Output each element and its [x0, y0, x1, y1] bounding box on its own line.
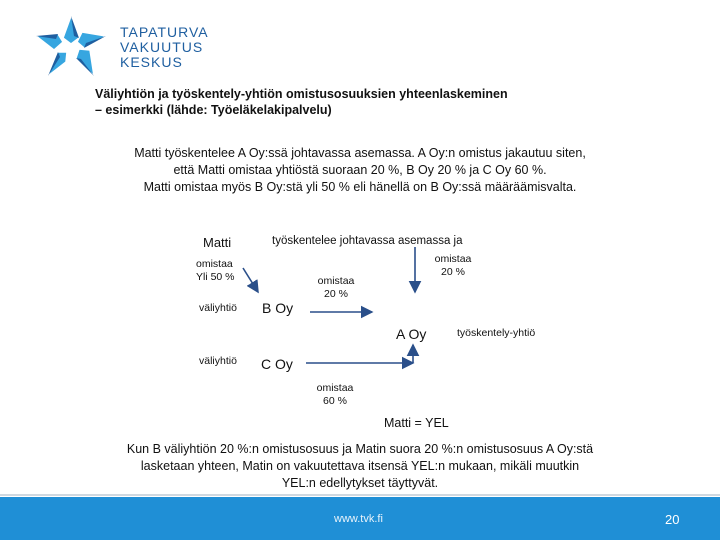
matti-label: Matti: [203, 235, 232, 250]
logo-line-3: KESKUS: [120, 54, 183, 70]
b-ownership-line-1: omistaa: [317, 275, 355, 287]
conclusion-line-2: lasketaan yhteen, Matin on vakuutettava itsensä YEL:n mukaan, mikäli muutkin: [140, 459, 580, 473]
omistaa-yli-label: [196, 258, 235, 284]
a-oy-role-label: työskentely-yhtiö: [457, 327, 536, 339]
b-ownership-line-2: 20 %: [324, 288, 348, 300]
footer-divider: [0, 494, 720, 496]
direct-ownership-line-1: omistaa: [434, 253, 472, 265]
direct-ownership-label: [425, 253, 481, 279]
intro-line-3: Matti omistaa myös B Oy:stä yli 50 % eli hänellä on B Oy:ssä määräämisvalta.: [143, 180, 577, 194]
title-line-2: – esimerkki (lähde: Työeläkelakipalvelu): [95, 103, 332, 117]
conclusion-line-1: Kun B väliyhtiön 20 %:n omistusosuus ja Matin suora 20 %:n omistusosuus A Oy:stä: [126, 442, 594, 456]
conclusion-line-3: YEL:n edellytykset täyttyvät.: [281, 476, 439, 490]
conclusion-paragraph: [0, 441, 720, 492]
c-ownership-label: [310, 382, 360, 408]
c-oy-label: C Oy: [261, 356, 293, 372]
logo-line-2: VAKUUTUS: [120, 39, 204, 55]
result-label: Matti = YEL: [384, 416, 449, 430]
intro-line-1: Matti työskentelee A Oy:ssä johtavassa asemassa. A Oy:n omistus jakautuu siten,: [134, 146, 586, 160]
intermediate-label-2: väliyhtiö: [199, 355, 237, 367]
title-line-1: Väliyhtiön ja työskentely-yhtiön omistusosuuksien yhteenlaskeminen: [95, 87, 508, 101]
omistaa-yli-line-2: Yli 50 %: [196, 271, 235, 283]
direct-ownership-line-2: 20 %: [441, 266, 465, 278]
b-ownership-label: [310, 275, 362, 301]
page-number: 20: [665, 512, 680, 527]
omistaa-yli-line-1: omistaa: [196, 258, 233, 270]
c-ownership-line-2: 60 %: [323, 395, 347, 407]
intro-line-2: että Matti omistaa yhtiöstä suoraan 20 %, B Oy 20 % ja C Oy 60 %.: [173, 163, 547, 177]
intermediate-label-1: väliyhtiö: [199, 302, 237, 314]
works-label: työskentelee johtavassa asemassa ja: [272, 235, 463, 247]
arrow-matti-to-b: [243, 268, 258, 292]
footer-bar: [0, 497, 720, 540]
a-oy-label: A Oy: [396, 326, 427, 342]
c-ownership-line-1: omistaa: [316, 382, 354, 394]
footer-url[interactable]: www.tvk.fi: [334, 513, 383, 525]
logo-line-1: TAPATURVA: [120, 24, 209, 40]
b-oy-label: B Oy: [262, 300, 294, 316]
